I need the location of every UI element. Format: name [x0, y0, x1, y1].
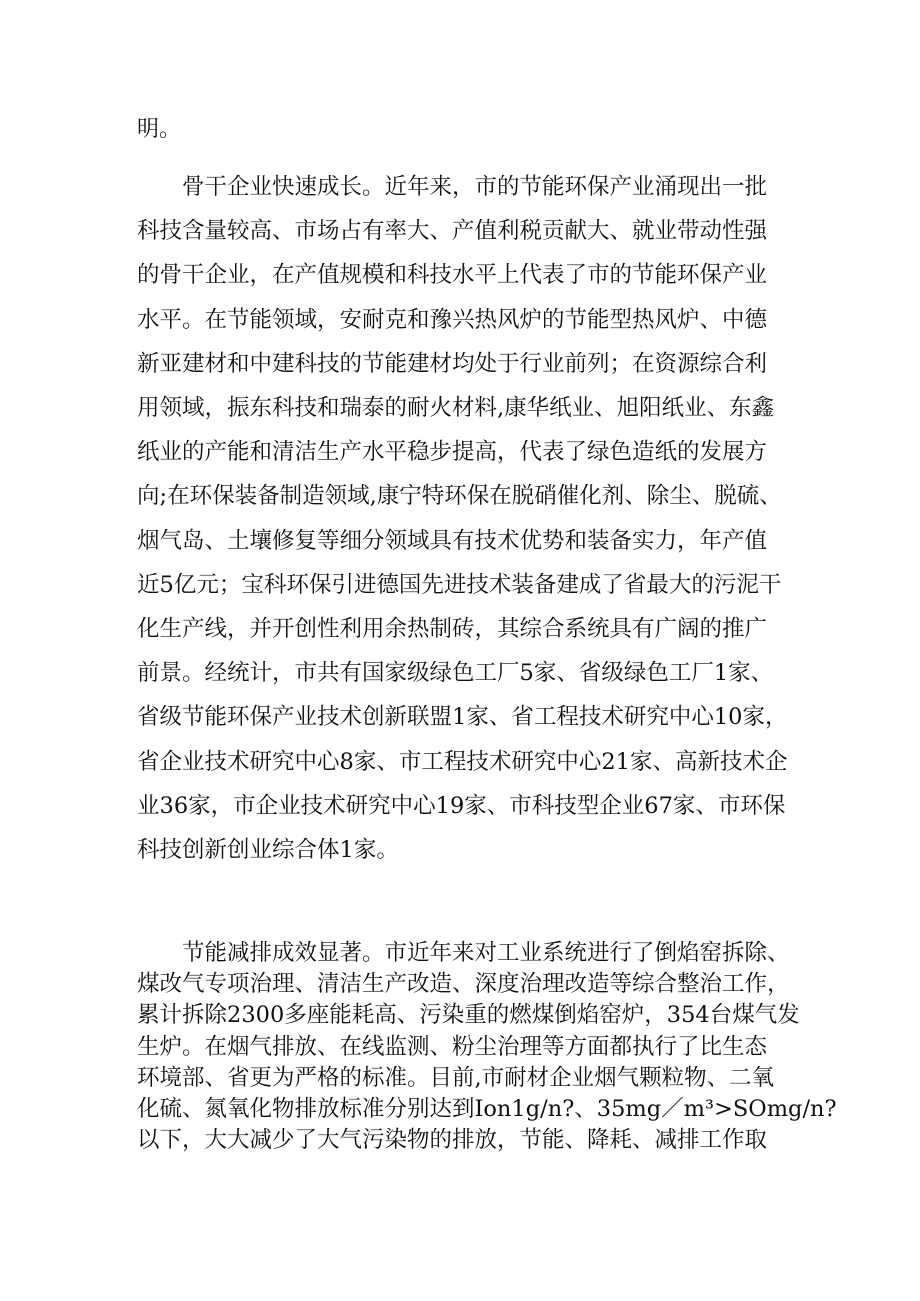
text-line: 用领域，振东科技和瑞泰的耐火材料,康华纸业、旭阳纸业、东鑫: [137, 395, 775, 422]
text-line: 业36家，市企业技术研究中心19家、市科技型企业67家、市环保: [137, 792, 786, 819]
text-line: 骨干企业快速成长。近年来，市的节能环保产业涌现出一批: [137, 174, 768, 200]
text-line: 省级节能环保产业技术创新联盟1家、省工程技术研究中心10家，: [137, 704, 788, 731]
text-line: 新亚建材和中建科技的节能建材均处于行业前列；在资源综合利: [137, 350, 768, 377]
text-line: 环境部、省更为严格的标准。目前,市耐材企业烟气颗粒物、二氧: [137, 1064, 775, 1091]
text-line: 节能减排成效显著。市近年来对工业系统进行了倒焰窑拆除、: [137, 940, 790, 966]
text-line: 水平。在节能领域，安耐克和豫兴热风炉的节能型热风炉、中德: [137, 306, 768, 333]
text-line: 化硫、氮氧化物排放标准分别达到Ion1g/n?、35mg／m³>SOmg/n?: [137, 1096, 837, 1123]
text-line: 烟气岛、土壤修复等细分领域具有技术优势和装备实力，年产值: [137, 527, 768, 554]
text-line: 的骨干企业，在产值规模和科技水平上代表了市的节能环保产业: [137, 262, 768, 289]
text-line: 累计拆除2300多座能耗高、污染重的燃煤倒焰窑炉，354台煤气发: [137, 1002, 800, 1029]
text-line: 纸业的产能和清洁生产水平稳步提高，代表了绿色造纸的发展方: [137, 439, 768, 466]
text-line: 近5亿元；宝科环保引进德国先进技术装备建成了省最大的污泥干: [137, 571, 782, 598]
paragraph-backbone-enterprises: [137, 165, 797, 872]
text-line: 明。: [137, 117, 182, 142]
text-line: 科技含量较高、市场占有率大、产值利税贡献大、就业带动性强: [137, 218, 768, 245]
text-line: 化生产线，并开创性利用余热制砖，其综合系统具有广阔的推广: [137, 616, 768, 643]
text-line: 煤改气专项治理、清洁生产改造、深度治理改造等综合整治工作，: [137, 971, 790, 998]
continuation-fragment: [137, 113, 797, 147]
text-line: 以下，大大减少了大气污染物的排放，节能、降耗、减排工作取: [137, 1127, 768, 1154]
text-line: 科技创新创业综合体1家。: [137, 837, 399, 864]
text-line: 省企业技术研究中心8家、市工程技术研究中心21家、高新技术企: [137, 748, 788, 775]
text-line: 前景。经统计，市共有国家级绿色工厂5家、省级绿色工厂1家、: [137, 660, 774, 687]
text-line: 生炉。在烟气排放、在线监测、粉尘治理等方面都执行了比生态: [137, 1033, 768, 1060]
paragraph-energy-saving: [137, 938, 837, 1156]
text-line: 向;在环保装备制造领域,康宁特环保在脱硝催化剂、除尘、脱硫、: [137, 483, 782, 510]
